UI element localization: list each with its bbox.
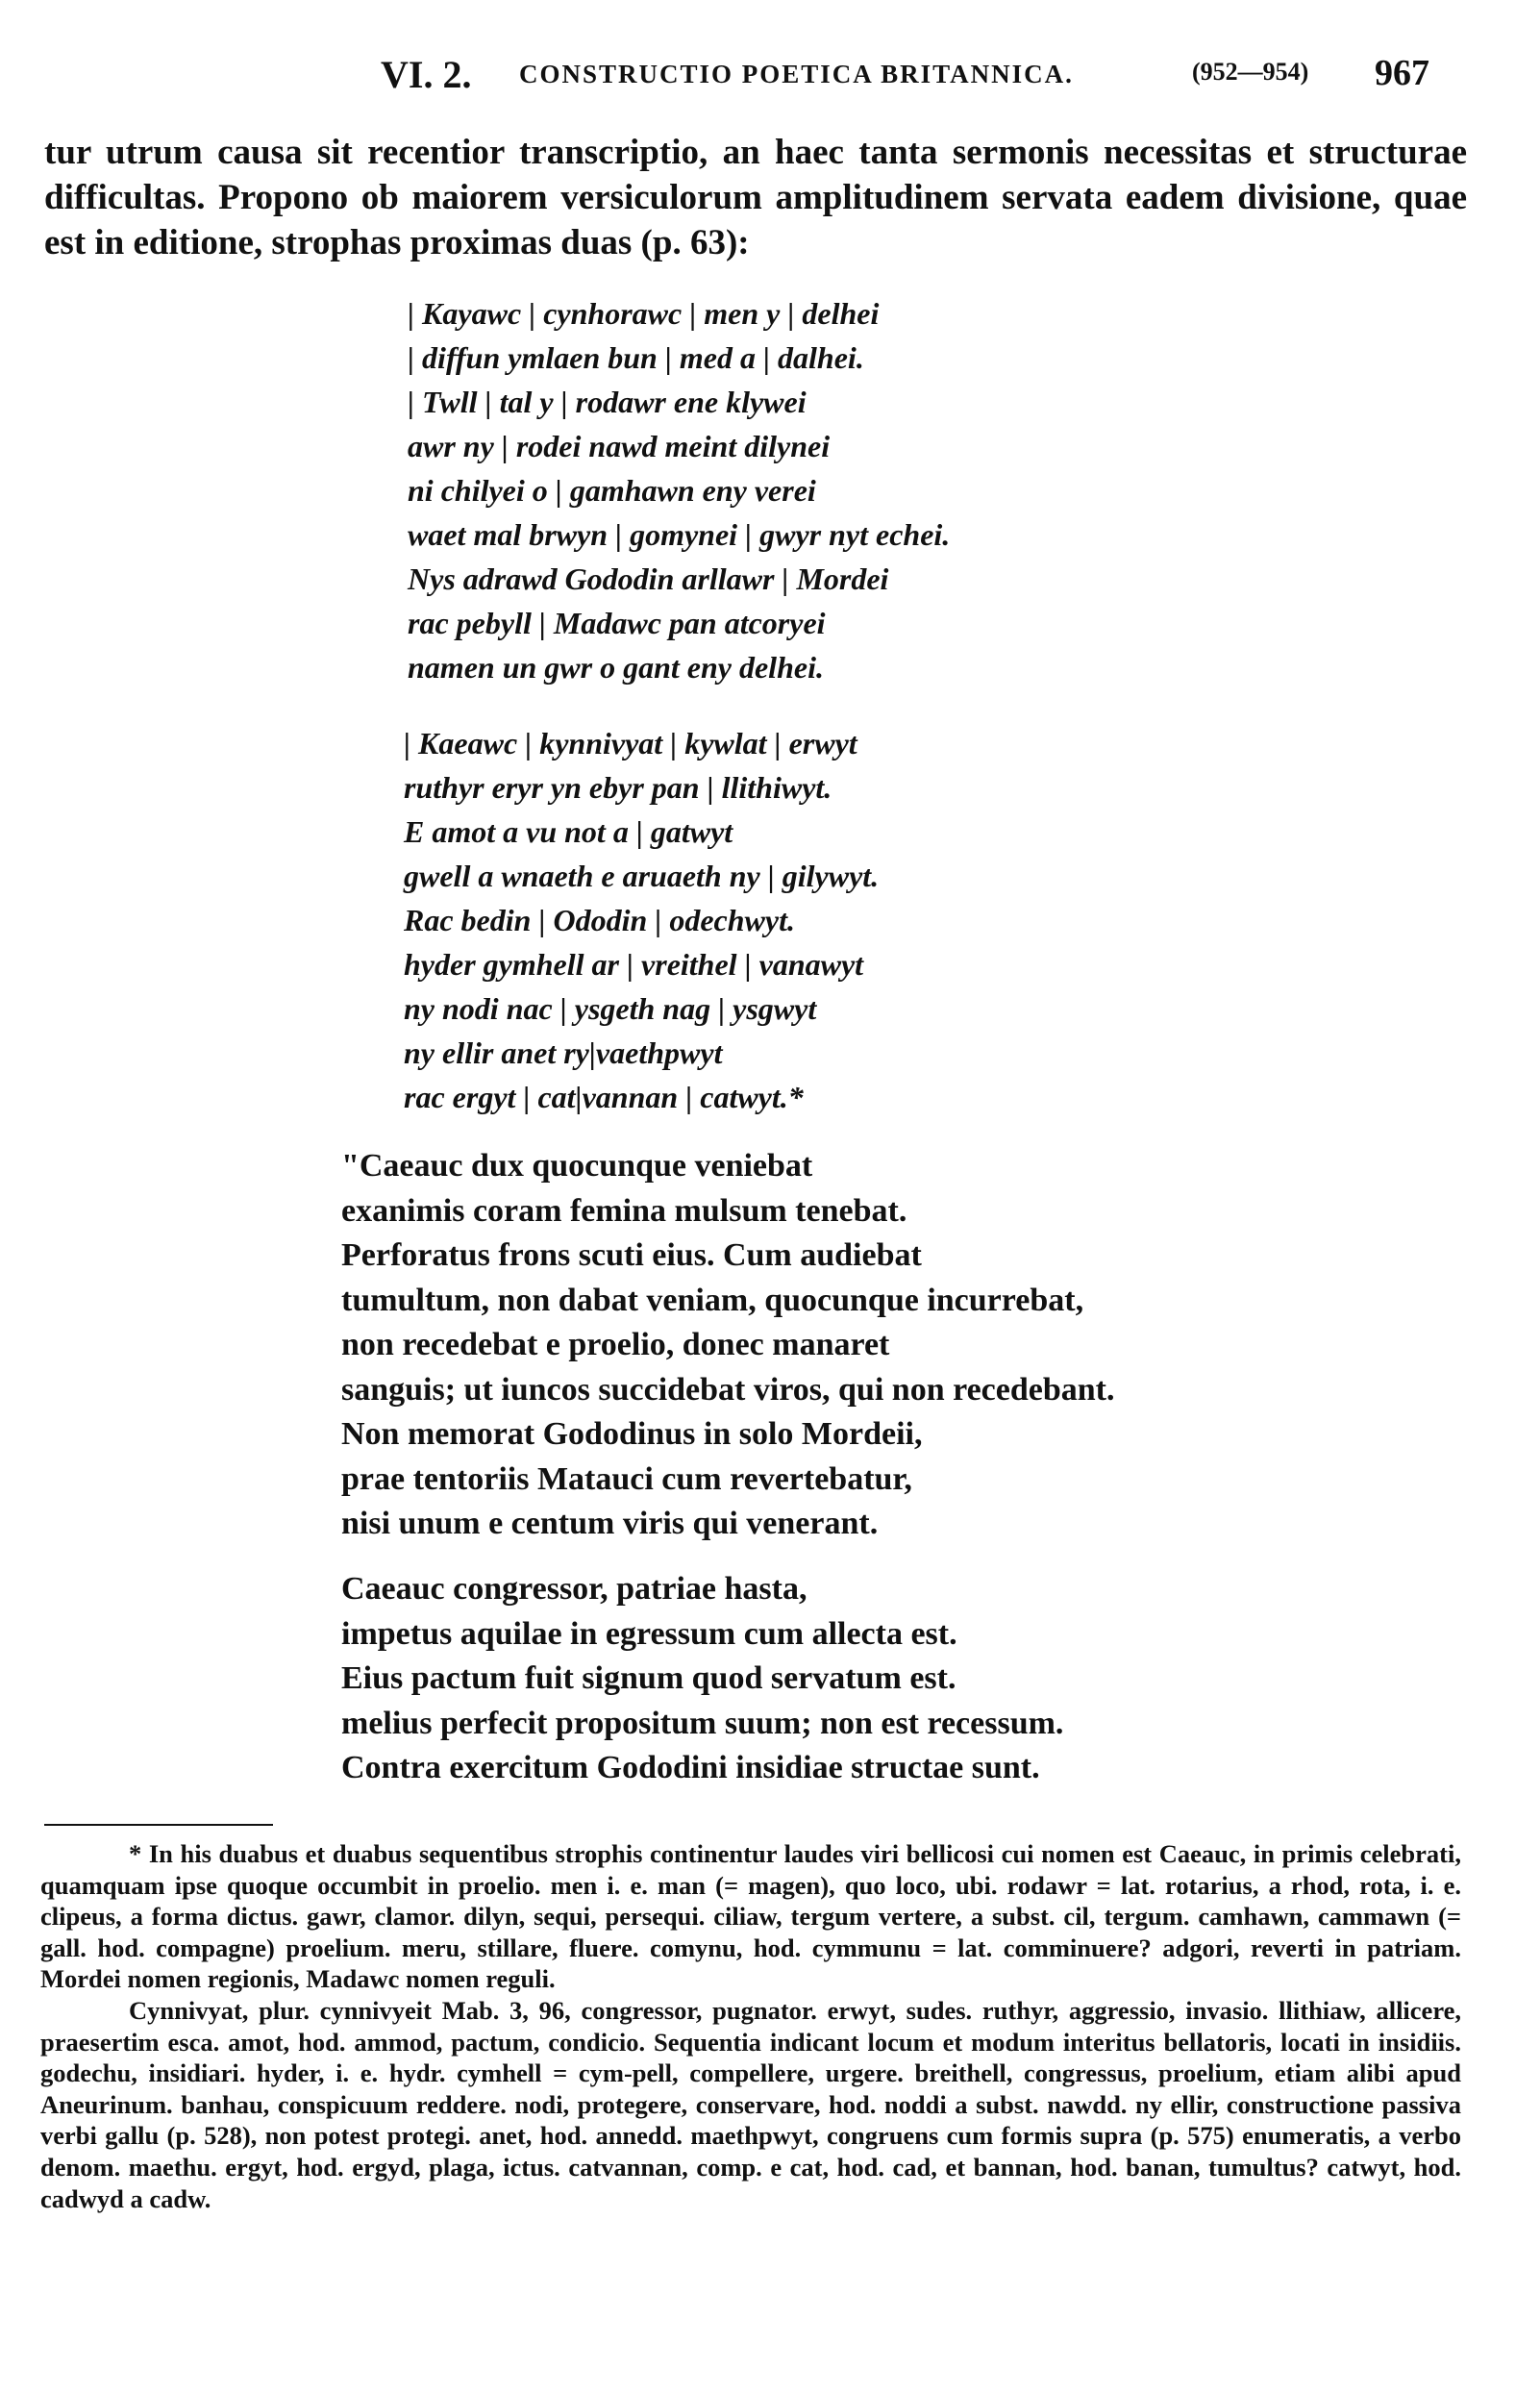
section-number: VI. 2. xyxy=(381,53,472,96)
translation-line: non recedebat e proelio, donec manaret xyxy=(341,1327,890,1362)
page-range: (952—954) xyxy=(1192,58,1309,86)
verse-line: E amot a vu not a | gatwyt xyxy=(404,814,733,849)
verse-line: | diffun ymlaen bun | med a | dalhei. xyxy=(408,340,864,375)
translation-line: Non memorat Gododinus in solo Mordeii, xyxy=(341,1416,923,1452)
translation-line: tumultum, non dabat veniam, quocunque incurrebat, xyxy=(341,1282,1084,1318)
running-title: CONSTRUCTIO POETICA BRITANNICA. xyxy=(519,60,1074,88)
intro-text: tur utrum causa sit recentior transcriptio, an haec tanta sermonis necessitas et structurae difficultas. Propono ob maiorem versiculorum amplitudinem servata eadem divisione, quae est in editione, strophas proximas duas (p. 63): xyxy=(44,133,1467,262)
translation-line: melius perfecit propositum suum; non est recessum. xyxy=(341,1705,1064,1741)
translation-line: Caeauc congressor, patriae hasta, xyxy=(341,1571,807,1607)
running-header xyxy=(327,52,1471,94)
page-number: 967 xyxy=(1375,53,1429,93)
translation-line: exanimis coram femina mulsum tenebat. xyxy=(341,1192,907,1229)
translation-line: sanguis; ut iuncos succidebat viros, qui non recedebant. xyxy=(341,1371,1115,1408)
translation-line: Perforatus frons scuti eius. Cum audiebat xyxy=(341,1237,922,1273)
footnote-divider xyxy=(44,1824,273,1826)
translation-line: Eius pactum fuit signum quod servatum est. xyxy=(341,1660,956,1696)
translation-line: impetus aquilae in egressum cum allecta est. xyxy=(341,1615,957,1652)
verse-line: Rac bedin | Ododin | odechwyt. xyxy=(404,903,795,937)
footnote-1: * In his duabus et duabus sequentibus strophis continentur laudes viri bellicosi cui nomen est Caeauc, in primis celebrati, quamquam ipse quoque occumbit in proelio. men i. e. man (= magen), quo loco, ubi. rodawr = lat. rotarius, a rhod, rota, i. e. clipeus, a forma dictus. gawr, clamor. dilyn, sequi, persequi. ciliaw, tergum vertere, a subst. cil, tergum. camhawn, cammawn (= gall. hod. compagne) proelium. meru, stillare, fluere. comynu, hod. cymmunu = lat. comminuere? adgori, reverti in patriam. Mordei nomen regionis, Madawc nomen reguli. xyxy=(40,1839,1461,1994)
translation-line: Contra exercitum Gododini insidiae structae sunt. xyxy=(341,1750,1040,1785)
verse-line: | Kaeawc | kynnivyat | kywlat | erwyt xyxy=(404,726,857,761)
translation-line: nisi unum e centum viris qui venerant. xyxy=(341,1506,879,1541)
latin-translation-2 xyxy=(341,1567,1063,1791)
verse-line: ruthyr eryr yn ebyr pan | llithiwyt. xyxy=(404,770,832,805)
translation-line: "Caeauc dux quocunque veniebat xyxy=(341,1148,813,1184)
verse-line: Nys adrawd Gododin arllawr | Mordei xyxy=(408,561,889,596)
verse-line: ni chilyei o | gamhawn eny verei xyxy=(408,473,816,508)
verse-line: awr ny | rodei nawd meint dilynei xyxy=(408,429,831,463)
verse-line: hyder gymhell ar | vreithel | vanawyt xyxy=(404,947,864,982)
verse-line: namen un gwr o gant eny delhei. xyxy=(408,650,824,685)
verse-line: rac ergyt | cat|vannan | catwyt.* xyxy=(404,1080,804,1114)
latin-translation-1 xyxy=(341,1144,1115,1547)
verse-line: ny ellir anet ry|vaethpwyt xyxy=(404,1035,723,1070)
welsh-stanza-2 xyxy=(404,721,879,1119)
footnotes xyxy=(40,1838,1461,2214)
verse-line: ny nodi nac | ysgeth nag | ysgwyt xyxy=(404,991,817,1026)
translation-line: prae tentoriis Matauci cum revertebatur, xyxy=(341,1460,912,1497)
footnote-2: Cynnivyat, plur. cynnivyeit Mab. 3, 96, congressor, pugnator. erwyt, sudes. ruthyr, aggressio, invasio. llithiaw, allicere, praesertim esca. amot, hod. ammod, pactum, condicio. Sequentia indicant locum et modum interitus bellatoris, locati in insidiis. godechu, insidiari. hyder, i. e. hydr. cymhell = cym-pell, compellere, urgere. breithell, congressus, proelium, etiam alibi apud Aneurinum. banhau, conspicuum reddere. nodi, protegere, conservare, hod. noddi a subst. nawdd. ny ellir, constructione passiva verbi gallu (p. 528), non potest protegi. anet, hod. annedd. maethpwyt, congruens cum formis supra (p. 575) enumeratis, a verbo denom. maethu. ergyt, hod. ergyd, plaga, ictus. catvannan, comp. e cat, hod. cad, et bannan, hod. banan, tumultus? catwyt, hod. cadwyd a cadw. xyxy=(40,1995,1461,2213)
welsh-stanza-1 xyxy=(408,291,950,689)
verse-line: gwell a wnaeth e aruaeth ny | gilywyt. xyxy=(404,859,880,893)
verse-line: rac pebyll | Madawc pan atcoryei xyxy=(408,606,826,640)
verse-line: | Kayawc | cynhorawc | men y | delhei xyxy=(408,296,880,331)
verse-line: | Twll | tal y | rodawr ene klywei xyxy=(408,385,807,419)
verse-line: waet mal brwyn | gomynei | gwyr nyt echei. xyxy=(408,517,951,552)
intro-paragraph xyxy=(44,130,1467,265)
